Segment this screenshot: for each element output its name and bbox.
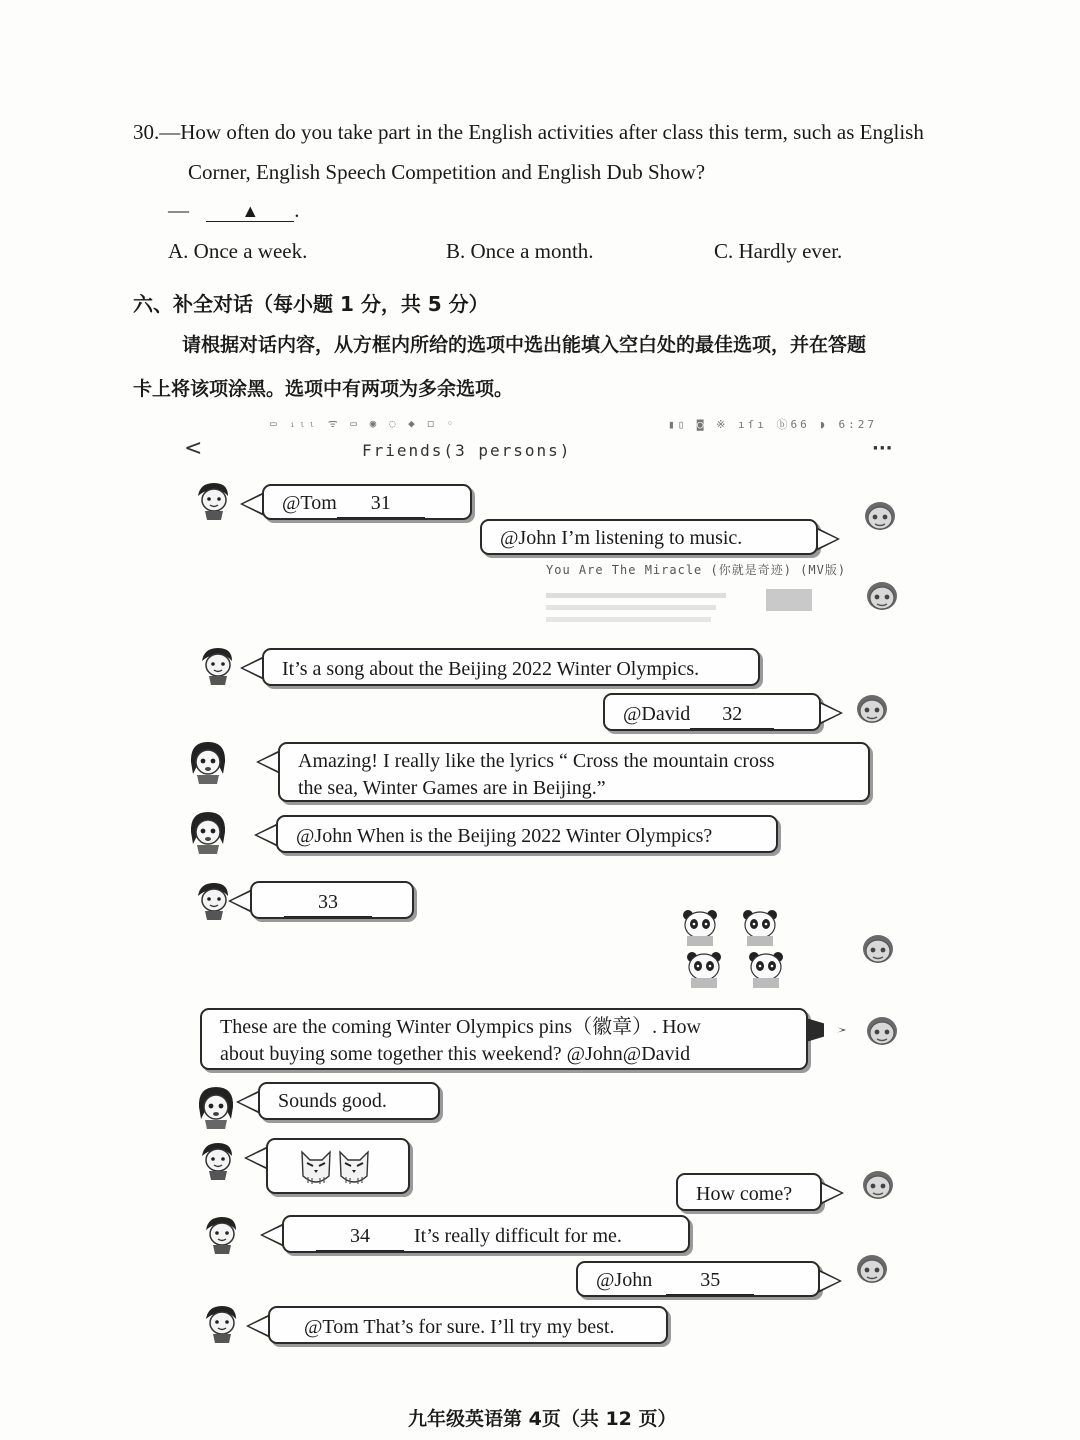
panda-pin-icon [680,908,724,946]
m2-text: @John I’m listening to music. [500,527,743,549]
bubble-tail [240,656,264,680]
chat-message-9 [258,1082,440,1120]
chat-message-12 [282,1215,690,1253]
q30-option-b: B. Once a month. [446,239,594,263]
q30-option-a: A. Once a week. [168,239,308,263]
avatar-tom[interactable] [202,1303,242,1347]
m9-text: Sounds good. [278,1090,387,1112]
bubble-tail [819,701,843,725]
chat-message-6 [276,815,778,853]
section6-instruction-line1: 请根据对话内容，从方框内所给的选项中选出能填入空白处的最佳选项，并在答题 [182,334,867,356]
avatar-tom[interactable] [198,645,238,689]
section6-instruction-line2: 卡上将该项涂黑。选项中有两项为多余选项。 [133,378,514,400]
chat-message-4 [603,693,821,731]
m6-text: @John When is the Beijing 2022 Winter Olympics? [296,825,713,847]
back-icon[interactable]: < [184,436,203,461]
q30-answer-line: — ▲ . [168,198,300,222]
chat-message-7 [250,881,414,919]
bubble-tail [244,1146,268,1170]
avatar-john[interactable] [858,930,898,974]
card-line [546,617,711,622]
chat-message-10 [266,1138,410,1194]
chat-message-2 [480,519,818,555]
avatar-david[interactable] [188,810,228,854]
blank-33[interactable]: 33 [284,889,372,917]
avatar-john[interactable] [862,577,902,621]
blank-31[interactable]: 31 [337,490,425,518]
chat-message-11 [676,1173,822,1211]
q30-stem: —How often do you take part in the English activities after class this term, such as English [159,120,924,144]
panda-pin-icon [684,950,728,988]
m13-mention: @John [596,1269,653,1291]
q30-option-c: C. Hardly ever. [714,239,843,263]
card-line [546,593,726,598]
avatar-david[interactable] [188,740,228,784]
avatar-tom[interactable] [202,1214,242,1258]
avatar-john[interactable] [860,497,900,541]
bubble-tail [254,823,278,847]
m5-line2: the sea, Winter Games are in Beijing.” [298,777,606,799]
avatar-david[interactable] [196,1085,236,1129]
section6-heading: 六、补全对话（每小题 1 分，共 5 分） [133,292,489,316]
status-bar-left: ▭ ᵢₗₗ ᯤ ▭ ◉ ◌ ◆ ◻ ◦ [270,417,457,430]
bubble-tail [816,527,840,551]
triangle-icon: ▲ [241,201,260,221]
bubble-tail [818,1269,842,1293]
m14-text: @Tom That’s for sure. I’ll try my best. [304,1316,615,1338]
m8-line2: about buying some together this weekend? @John@David [220,1043,691,1065]
owl-sticker-icon [334,1148,374,1188]
status-bar-right: ▮▯ ◙ ※ ıſı ⓑ66 ◗ 6:27 [668,418,878,431]
chat-message-14 [268,1306,668,1344]
bubble-tail [240,492,264,516]
chat-message-5 [278,742,870,802]
blank-35[interactable]: 35 [666,1267,754,1295]
chat-message-1 [262,484,472,520]
m1-mention: @Tom [282,492,337,514]
q30-answer-blank[interactable] [206,200,294,222]
m11-text: How come? [696,1183,793,1205]
chat-message-3 [262,648,760,686]
avatar-tom[interactable] [198,1140,238,1184]
bubble-tail [228,889,252,913]
bubble-tail [820,1181,844,1205]
chat-message-13 [576,1261,820,1297]
music-card-title: You Are The Miracle (你就是奇迹) (MV版) [546,563,847,577]
music-card[interactable] [546,563,847,633]
owl-sticker-icon [296,1148,336,1188]
avatar-john[interactable] [862,1012,902,1056]
page-footer: 九年级英语第 4页（共 12 页） [408,1408,677,1430]
avatar-tom[interactable] [194,480,234,524]
chat-message-8 [200,1008,808,1070]
m12-text: It’s really difficult for me. [414,1225,622,1247]
music-thumbnail [766,589,812,611]
m8-line1: These are the coming Winter Olympics pins（徽章）. How [220,1016,701,1038]
panda-pin-icon [746,950,790,988]
bubble-tail [806,1018,846,1042]
card-line [546,605,716,610]
blank-34[interactable]: 34 [316,1223,404,1251]
q30-dash: — [168,198,189,222]
bubble-tail [246,1314,270,1338]
more-icon[interactable]: ··· [872,438,893,459]
bubble-tail [260,1223,284,1247]
blank-32[interactable]: 32 [690,701,774,729]
avatar-john[interactable] [858,1166,898,1210]
q30-line2: Corner, English Speech Competition and English Dub Show? [188,160,706,184]
m3-text: It’s a song about the Beijing 2022 Winter Olympics. [282,658,700,680]
q30-number: 30. [133,120,160,144]
avatar-john[interactable] [852,1250,892,1294]
avatar-john[interactable] [852,690,892,734]
m4-mention: @David [623,703,691,725]
q30-line1 [133,122,924,143]
chat-title: Friends(3 persons) [362,441,572,460]
m5-line1: Amazing! I really like the lyrics “ Cross the mountain cross [298,750,775,772]
panda-pin-icon [740,908,784,946]
bubble-tail [256,750,280,774]
bubble-tail [236,1090,260,1114]
